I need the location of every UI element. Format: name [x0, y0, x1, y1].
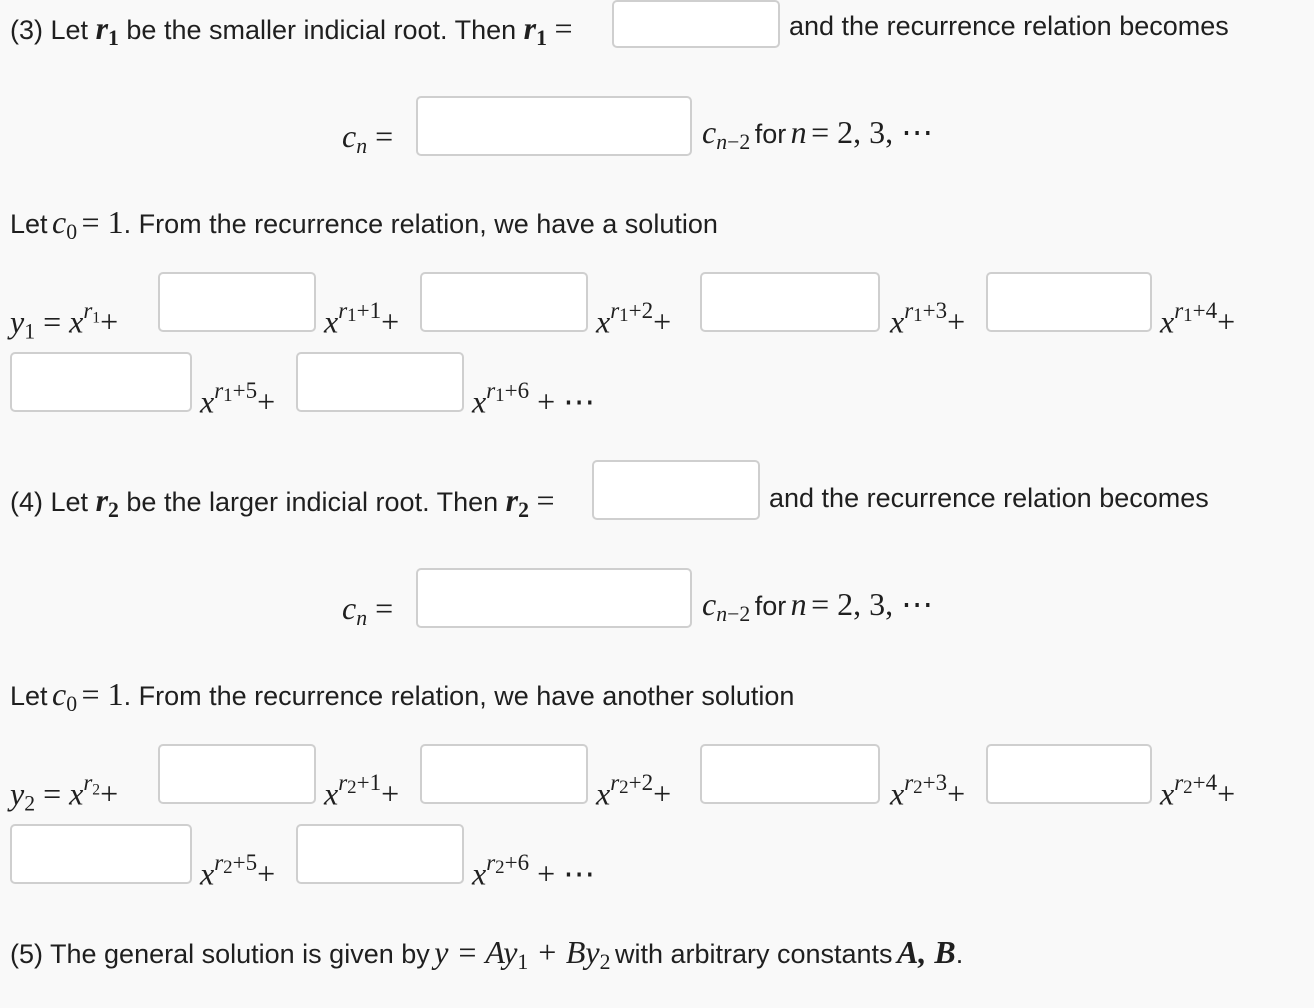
- y2-term-2: $x^{r2+2}+$: [596, 769, 672, 812]
- part4-desc: be the larger indicial root. Then: [126, 487, 499, 517]
- y1-term-1: $x^{r1+1}+$: [324, 297, 400, 340]
- part5-equation: $y = Ay_1 + By_2$: [434, 934, 611, 975]
- y1-coef-input-5[interactable]: [10, 352, 192, 412]
- y1-term-5: $x^{r1+5}+$: [200, 377, 276, 420]
- recurrence-tail-4: $cn_{-2}$ for n = 2, 3, ⋯: [702, 586, 934, 627]
- y1-coef-input-1[interactable]: [158, 272, 316, 332]
- y1-term-4: $x^{r1+4}+$: [1160, 297, 1236, 340]
- r1-symbol-2: $r_1$: [523, 10, 547, 51]
- y1-term-2: $x^{r1+2}+$: [596, 297, 672, 340]
- y2-term-4: $x^{r2+4}+$: [1160, 769, 1236, 812]
- y2-coef-input-1[interactable]: [158, 744, 316, 804]
- part4-tail: and the recurrence relation becomes: [769, 483, 1209, 513]
- c0-line-3: Let $c_0 = 1$. From the recurrence relation, we have a solution: [10, 204, 718, 245]
- y1-term-6: $x^{r1+6}$ + ⋯: [472, 377, 596, 420]
- r1-symbol: $r_1$: [95, 10, 119, 51]
- equals-sign: =: [554, 10, 573, 46]
- y1-coef-input-2[interactable]: [420, 272, 588, 332]
- part5-suffix: with arbitrary constants: [614, 939, 893, 969]
- part3-desc: be the smaller indicial root. Then: [126, 15, 517, 45]
- y2-coef-input-6[interactable]: [296, 824, 464, 884]
- y1-coef-input-3[interactable]: [700, 272, 880, 332]
- part3-tail: and the recurrence relation becomes: [789, 11, 1229, 41]
- part5-constants: A, B: [897, 934, 956, 970]
- y2-coef-input-2[interactable]: [420, 744, 588, 804]
- cn-lhs: cn =: [342, 118, 394, 159]
- r2-symbol-2: $r_2$: [505, 482, 529, 523]
- cn-lhs-4: cn =: [342, 590, 394, 631]
- c0-line-4: Let $c_0 = 1$. From the recurrence relation, we have another solution: [10, 676, 795, 717]
- part4-intro: [10, 482, 555, 528]
- y2-term-3: $x^{r2+3}+$: [890, 769, 966, 812]
- y2-lhs: $y_2 = x^{r_2}+$: [10, 769, 119, 816]
- part5-prefix: (5) The general solution is given by: [10, 939, 430, 969]
- recurrence-tail-3: $cn_{-2}$ for n = 2, 3, ⋯: [702, 114, 934, 155]
- part4-label: (4) Let: [10, 487, 89, 517]
- part5-general-solution: (5) The general solution is given by $y = Ay_1 + By_2$ with arbitrary constants A, B.: [10, 934, 964, 975]
- y1-term-3: $x^{r1+3}+$: [890, 297, 966, 340]
- y2-coef-input-3[interactable]: [700, 744, 880, 804]
- part3-label: (3) Let: [10, 15, 89, 45]
- r1-root-input[interactable]: [612, 0, 780, 48]
- y2-coef-input-5[interactable]: [10, 824, 192, 884]
- y1-lhs: $y_1 = x^{r_1}+$: [10, 297, 119, 344]
- y2-term-5: $x^{r2+5}+$: [200, 849, 276, 892]
- y1-coef-input-4[interactable]: [986, 272, 1152, 332]
- recurrence-input-3[interactable]: [416, 96, 692, 156]
- r2-root-input[interactable]: [592, 460, 760, 520]
- part3-intro: [10, 10, 573, 56]
- y2-term-6: $x^{r2+6}$ + ⋯: [472, 849, 596, 892]
- y2-term-1: $x^{r2+1}+$: [324, 769, 400, 812]
- r2-symbol: $r_2$: [95, 482, 119, 523]
- recurrence-input-4[interactable]: [416, 568, 692, 628]
- y1-coef-input-6[interactable]: [296, 352, 464, 412]
- equals-sign: =: [536, 482, 555, 518]
- y2-coef-input-4[interactable]: [986, 744, 1152, 804]
